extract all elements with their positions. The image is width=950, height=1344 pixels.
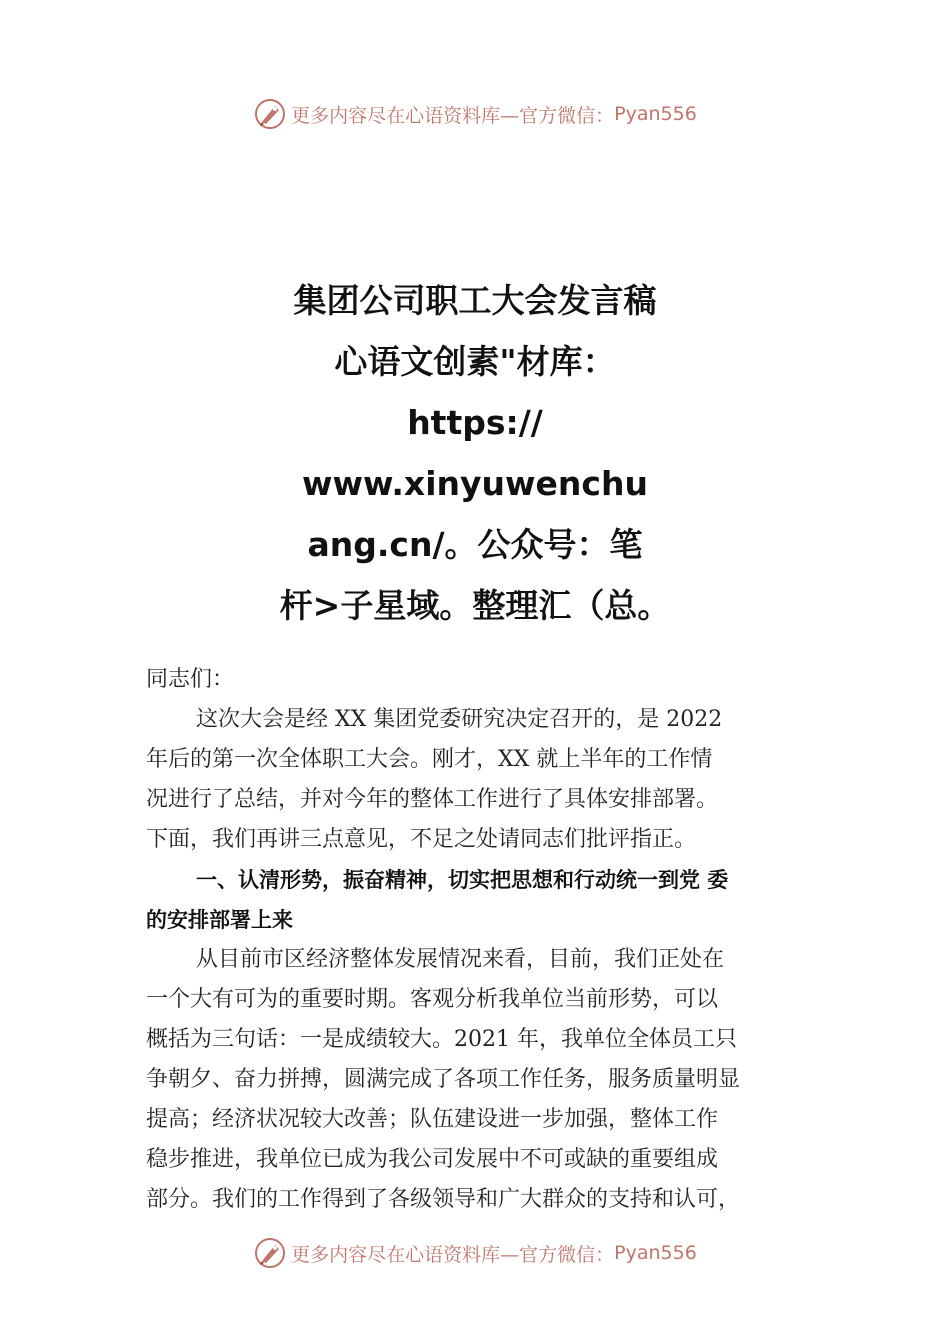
- paragraph-line: 部分。我们的工作得到了各级领导和广大群众的支持和认可，: [146, 1187, 741, 1212]
- paragraph-line: 提高；经济状况较大改善；队伍建设进一步加强，整体工作: [146, 1107, 719, 1132]
- title-line: https://: [407, 403, 543, 442]
- title-line: 心语文创素"材库：: [334, 342, 616, 381]
- pen-nib-circle-icon: [253, 1236, 287, 1270]
- title-line: ang.cn/。公众号：笔: [307, 525, 643, 564]
- title-line: 杆>子星域。整理汇（总。: [279, 586, 671, 625]
- paragraph-line: 概括为三句话：一是成绩较大。2021 年，我单位全体员工只: [146, 1027, 737, 1052]
- banner-text: 更多内容尽在心语资料库—官方微信：: [291, 1243, 615, 1266]
- header-watermark-banner: [0, 94, 950, 134]
- footer-watermark-banner: [0, 1233, 950, 1273]
- paragraph-line: 年后的第一次全体职工大会。刚才，XX 就上半年的工作情: [146, 747, 713, 772]
- pen-nib-circle-icon: [253, 97, 287, 131]
- document-body: [146, 660, 818, 1220]
- title-line: 集团公司职工大会发言稿: [293, 281, 657, 320]
- paragraph-line: 一个大有可为的重要时期。客观分析我单位当前形势，可以: [146, 987, 719, 1012]
- banner-text: 更多内容尽在心语资料库—官方微信：: [291, 104, 615, 127]
- section-heading: 的安排部署上来: [146, 908, 293, 932]
- banner-wechat-id: Pyan556: [614, 103, 697, 125]
- banner-wechat-id: Pyan556: [614, 1242, 697, 1264]
- paragraph-line: 争朝夕、奋力拼搏，圆满完成了各项工作任务，服务质量明显: [146, 1067, 741, 1092]
- paragraph-line: 从目前市区经济整体发展情况来看，目前，我们正处在: [196, 947, 725, 972]
- salutation: 同志们：: [146, 667, 235, 692]
- document-title: [0, 270, 950, 636]
- paragraph-line: 稳步推进，我单位已成为我公司发展中不可或缺的重要组成: [146, 1147, 719, 1172]
- paragraph-line: 这次大会是经 XX 集团党委研究决定召开的，是 2022: [196, 707, 723, 732]
- title-line: www.xinyuwenchu: [302, 464, 648, 503]
- paragraph-line: 下面，我们再讲三点意见，不足之处请同志们批评指正。: [146, 827, 697, 852]
- section-heading: 一、认清形势，振奋精神，切实把思想和行动统一到党 委: [196, 868, 729, 892]
- paragraph-line: 况进行了总结，并对今年的整体工作进行了具体安排部署。: [146, 787, 719, 812]
